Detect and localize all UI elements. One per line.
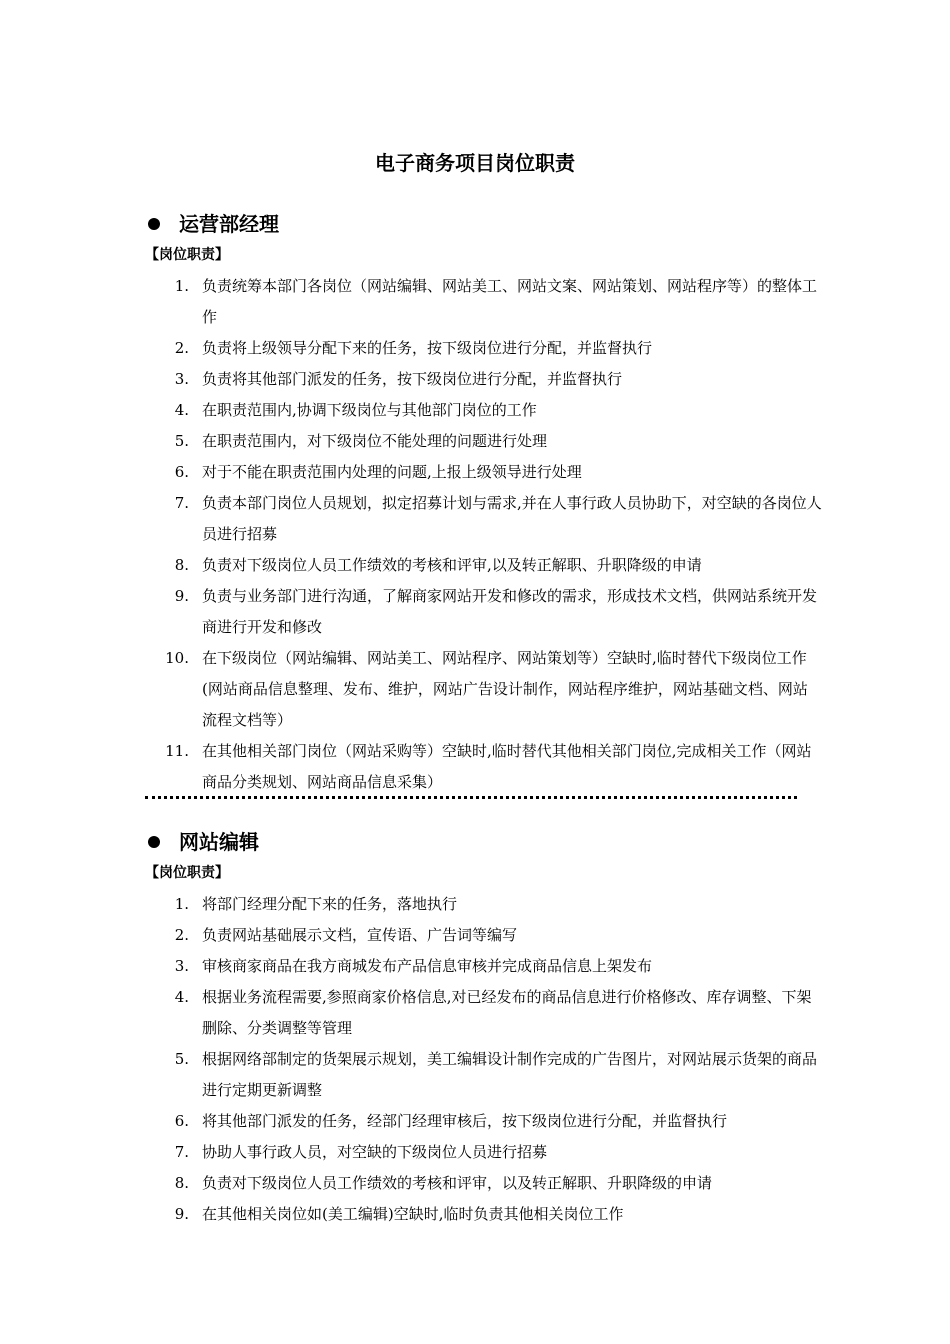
item-number: 10. (165, 649, 189, 667)
item-number: 9. (174, 587, 189, 605)
item-number: 3. (174, 957, 189, 975)
list-item (145, 982, 822, 1044)
item-text: 审核商家商品在我方商城发布产品信息审核并完成商品信息上架发布 (202, 957, 653, 975)
item-number: 3. (174, 370, 189, 388)
list-item (145, 426, 822, 457)
item-number: 8. (174, 1174, 189, 1192)
item-text: 根据业务流程需要,参照商家价格信息,对已经发布的商品信息进行价格修改、库存调整、下架删除、分类调整等管理 (202, 988, 812, 1037)
item-number: 5. (174, 1050, 189, 1068)
list-item (145, 951, 822, 982)
item-number: 2. (174, 926, 189, 944)
item-number: 11. (165, 742, 189, 760)
list-item (145, 889, 822, 920)
item-number: 6. (174, 463, 189, 481)
item-text: 将部门经理分配下来的任务，落地执行 (202, 895, 458, 913)
item-text: 对于不能在职责范围内处理的问题,上报上级领导进行处理 (202, 463, 582, 481)
list-item (145, 643, 822, 736)
item-number: 4. (174, 988, 189, 1006)
item-text: 负责与业务部门进行沟通，了解商家网站开发和修改的需求，形成技术文档，供网站系统开发商进行开发和修改 (202, 587, 818, 636)
duty-list (145, 271, 825, 798)
item-number: 7. (174, 494, 189, 512)
list-item (145, 333, 822, 364)
section-operations-manager (145, 207, 825, 798)
list-item (145, 1106, 822, 1137)
item-number: 1. (174, 895, 189, 913)
item-number: 7. (174, 1143, 189, 1161)
bullet-icon (148, 218, 160, 230)
item-text: 将其他部门派发的任务，经部门经理审核后，按下级岗位进行分配，并监督执行 (202, 1112, 728, 1130)
list-item (145, 1168, 822, 1199)
section-heading (145, 825, 825, 859)
item-text: 负责将上级领导分配下来的任务，按下级岗位进行分配，并监督执行 (202, 339, 653, 357)
list-item (145, 920, 822, 951)
item-number: 8. (174, 556, 189, 574)
item-number: 2. (174, 339, 189, 357)
list-item (145, 364, 822, 395)
item-text: 在职责范围内,协调下级岗位与其他部门岗位的工作 (202, 401, 537, 419)
item-text: 在职责范围内，对下级岗位不能处理的问题进行处理 (202, 432, 548, 450)
duty-list (145, 889, 825, 1230)
list-item (145, 1137, 822, 1168)
item-number: 5. (174, 432, 189, 450)
section-divider (145, 796, 797, 799)
item-text: 负责将其他部门派发的任务，按下级岗位进行分配，并监督执行 (202, 370, 623, 388)
list-item (145, 736, 822, 798)
item-number: 6. (174, 1112, 189, 1130)
duties-subheading: 【岗位职责】 (145, 865, 229, 881)
list-item (145, 1044, 822, 1106)
list-item (145, 488, 822, 550)
section-heading (145, 207, 825, 241)
item-number: 1. (174, 277, 189, 295)
item-text: 协助人事行政人员，对空缺的下级岗位人员进行招募 (202, 1143, 548, 1161)
item-text: 根据网络部制定的货架展示规划，美工编辑设计制作完成的广告图片，对网站展示货架的商品进行定期更新调整 (202, 1050, 818, 1099)
item-text: 在其他相关岗位如(美工编辑)空缺时,临时负责其他相关岗位工作 (202, 1205, 624, 1223)
list-item (145, 550, 822, 581)
list-item (145, 581, 822, 643)
list-item (145, 395, 822, 426)
item-text: 在其他相关部门岗位（网站采购等）空缺时,临时替代其他相关部门岗位,完成相关工作（网站商品分类规划、网站商品信息采集） (202, 742, 812, 791)
bullet-icon (148, 836, 160, 848)
item-text: 负责对下级岗位人员工作绩效的考核和评审,以及转正解职、升职降级的申请 (202, 556, 702, 574)
item-text: 在下级岗位（网站编辑、网站美工、网站程序、网站策划等）空缺时,临时替代下级岗位工作(网站商品信息整理、发布、维护，网站广告设计制作，网站程序维护，网站基础文档、网站流程文档等） (202, 649, 808, 729)
item-text: 负责对下级岗位人员工作绩效的考核和评审，以及转正解职、升职降级的申请 (202, 1174, 713, 1192)
item-text: 负责网站基础展示文档，宣传语、广告词等编写 (202, 926, 518, 944)
list-item (145, 1199, 822, 1230)
section-title: 网站编辑 (179, 830, 259, 854)
item-text: 负责本部门岗位人员规划，拟定招募计划与需求,并在人事行政人员协助下，对空缺的各岗位人员进行招募 (202, 494, 822, 543)
item-number: 4. (174, 401, 189, 419)
item-text: 负责统筹本部门各岗位（网站编辑、网站美工、网站文案、网站策划、网站程序等）的整体工作 (202, 277, 818, 326)
list-item (145, 457, 822, 488)
duties-subheading: 【岗位职责】 (145, 247, 229, 263)
section-title: 运营部经理 (179, 212, 279, 236)
document-title: 电子商务项目岗位职责 (375, 151, 575, 175)
list-item (145, 271, 822, 333)
section-website-editor (145, 825, 825, 1230)
item-number: 9. (174, 1205, 189, 1223)
